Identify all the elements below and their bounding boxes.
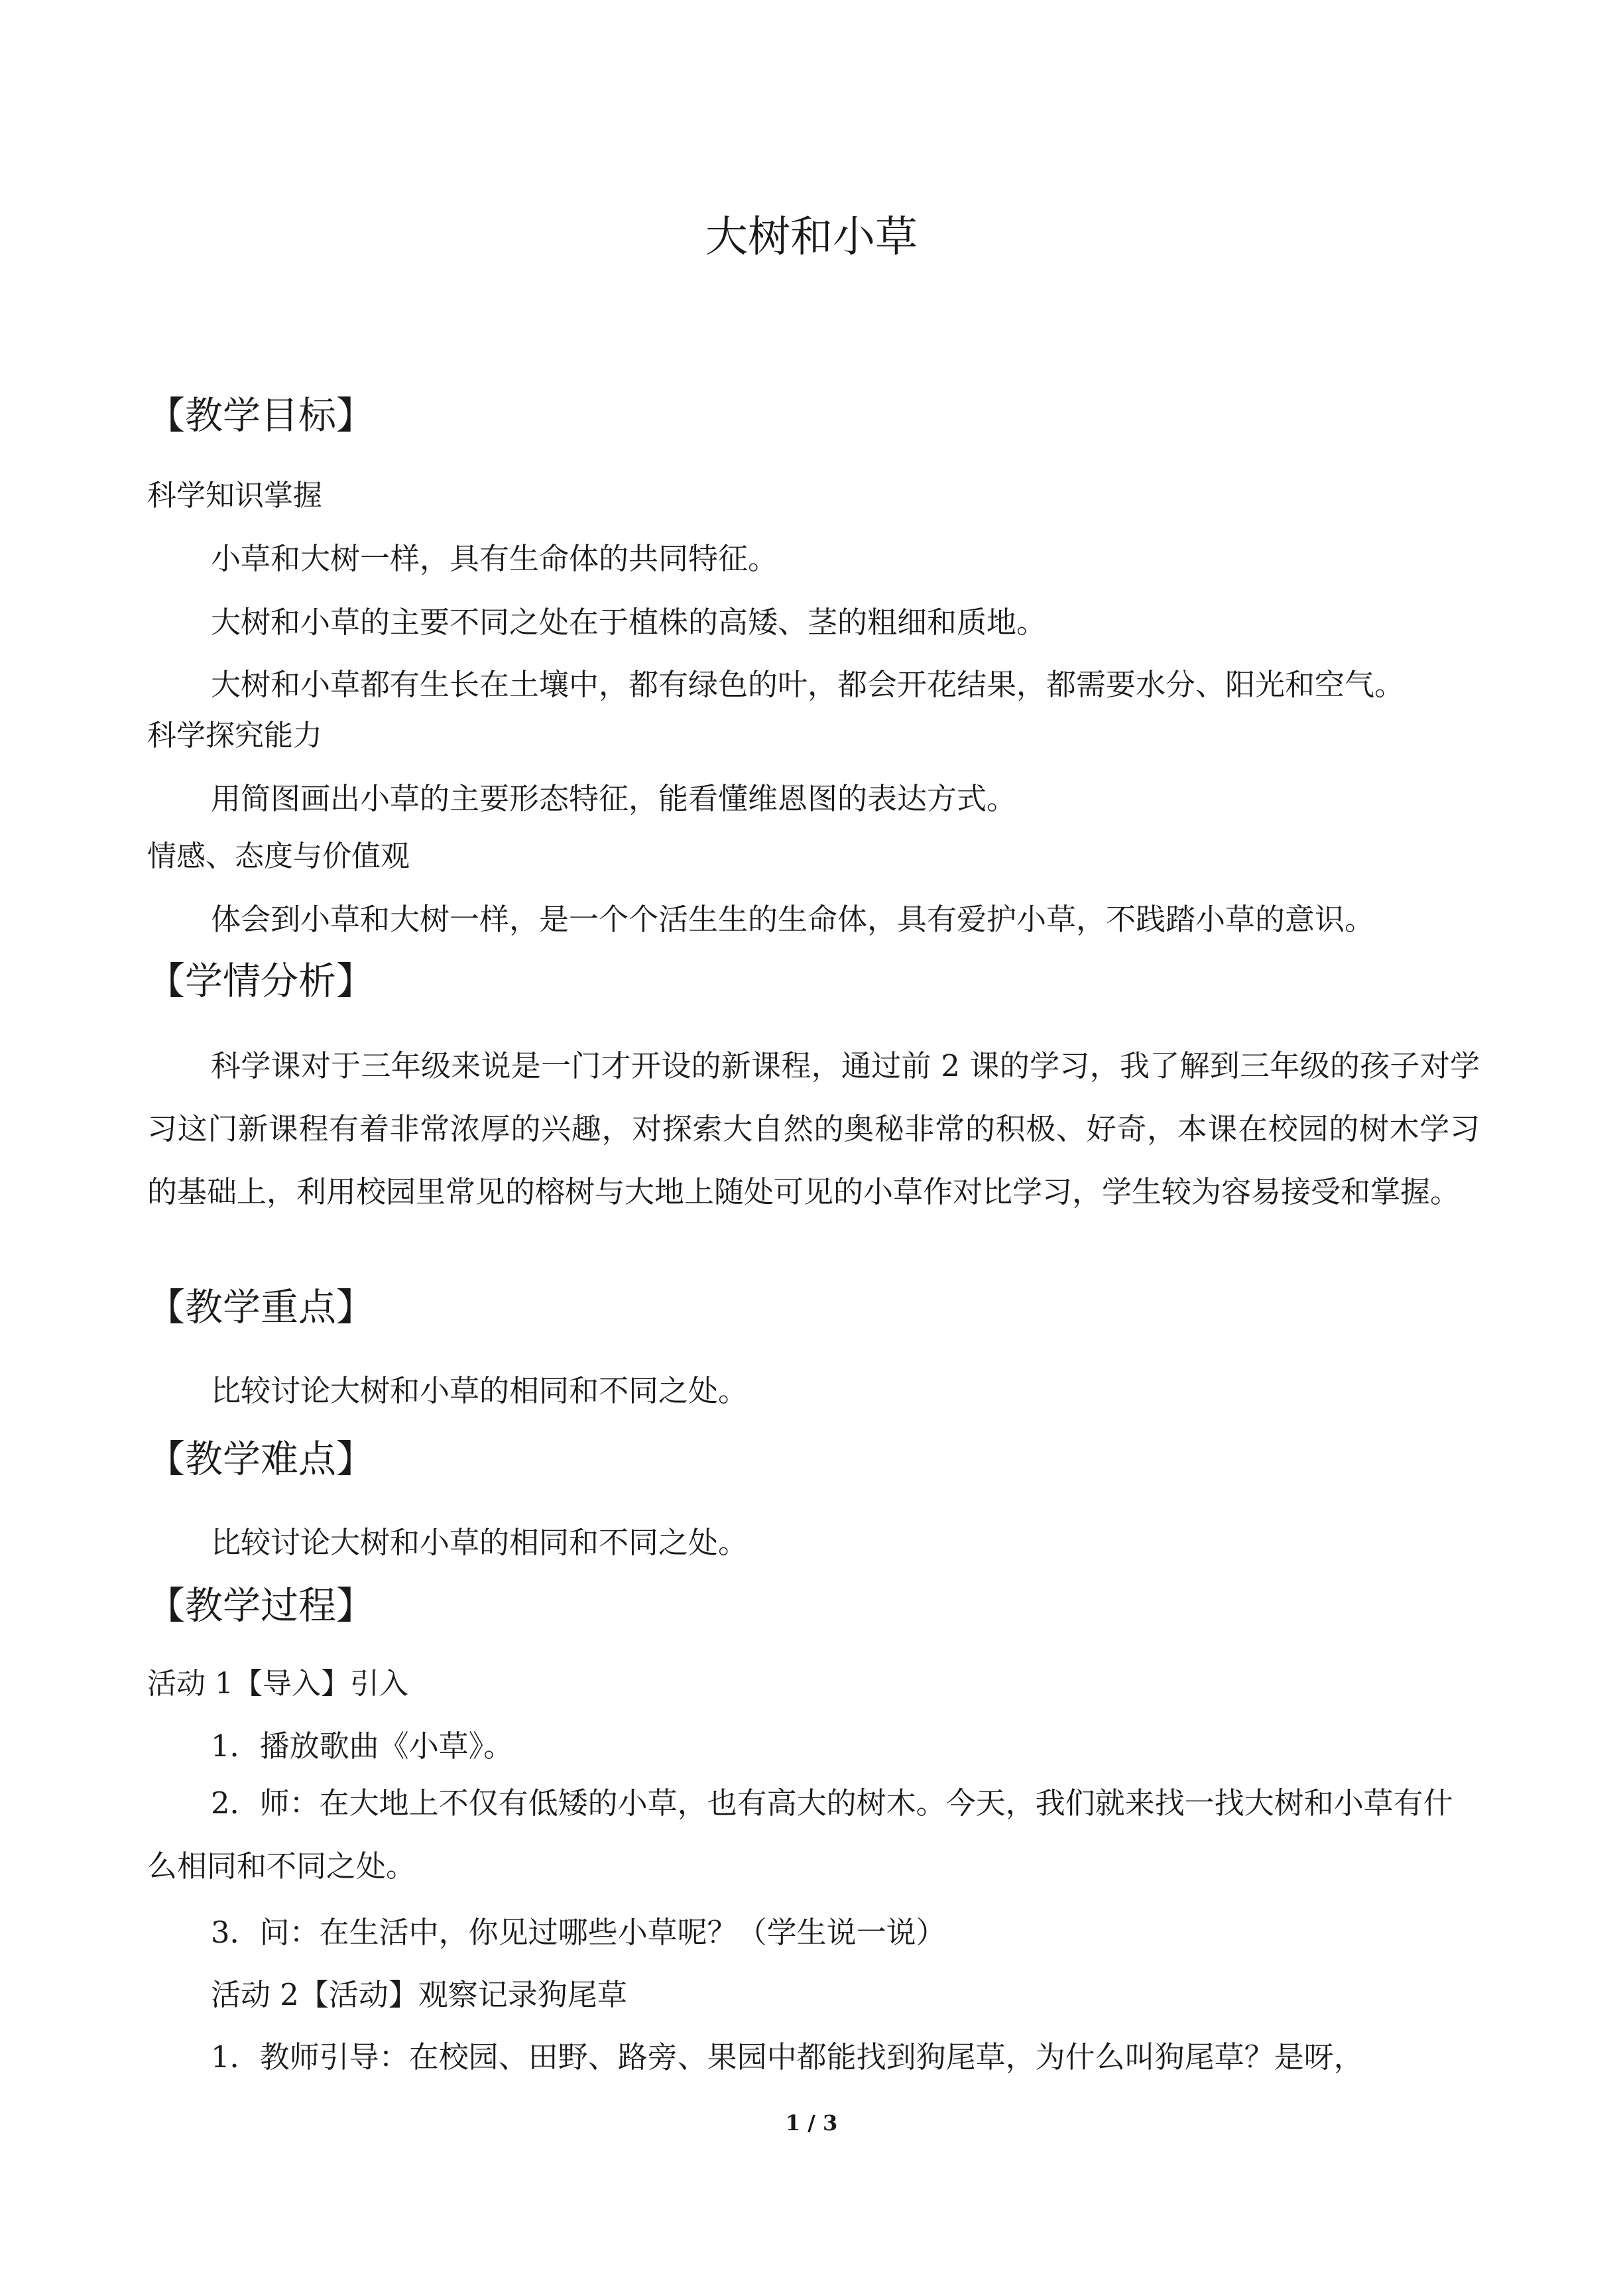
heading-objectives: 【教学目标】 [147,394,374,438]
heading-process: 【教学过程】 [147,1584,374,1628]
attitude-item-1: 体会到小草和大树一样，是一个个活生生的生命体，具有爱护小草，不践踏小草的意识。 [211,902,1375,937]
heading-difficulties: 【教学难点】 [147,1437,374,1481]
heading-analysis: 【学情分析】 [147,959,374,1003]
activity1-step-1: 1．播放歌曲《小草》。 [211,1728,514,1764]
page-number: 1 / 3 [785,2110,838,2136]
heading-key-points: 【教学重点】 [147,1286,374,1329]
knowledge-item-3: 大树和小草都有生长在土壤中，都有绿色的叶，都会开花结果，都需要水分、阳光和空气。 [211,667,1405,702]
activity1-step-2: 2．师：在大地上不仅有低矮的小草，也有高大的树木。今天，我们就来找一找大树和小草有什么相同和不同之处。 [147,1785,1453,1884]
knowledge-item-1: 小草和大树一样，具有生命体的共同特征。 [211,541,778,576]
activity2-label: 活动 2【活动】观察记录狗尾草 [211,1977,627,2012]
label-attitude: 情感、态度与价值观 [147,839,410,873]
key-points-text: 比较讨论大树和小草的相同和不同之处。 [211,1373,749,1408]
inquiry-item-1: 用简图画出小草的主要形态特征，能看懂维恩图的表达方式。 [211,781,1017,816]
knowledge-item-2: 大树和小草的主要不同之处在于植株的高矮、茎的粗细和质地。 [211,605,1047,640]
activity2-step-1: 1．教师引导：在校园、田野、路旁、果园中都能找到狗尾草，为什么叫狗尾草？是呀， [211,2039,1364,2075]
label-inquiry: 科学探究能力 [147,719,322,753]
activity1-label: 活动 1【导入】引入 [147,1667,408,1701]
activity1-step-3: 3．问：在生活中，你见过哪些小草呢？（学生说一说） [211,1915,946,1950]
label-knowledge: 科学知识掌握 [147,479,322,513]
analysis-paragraph: 科学课对于三年级来说是一门才开设的新课程，通过前 2 课的学习，我了解到三年级的孩子对学习这门新课程有着非常浓厚的兴趣，对探索大自然的奥秘非常的积极、好奇，本课在校园的树木学习的基础上，利用校园里常见的榕树与大地上随处可见的小草作对比学习，学生较为容易接受和掌握。 [147,1048,1480,1209]
difficulties-text: 比较讨论大树和小草的相同和不同之处。 [211,1525,749,1560]
page-title: 大树和小草 [705,213,918,262]
